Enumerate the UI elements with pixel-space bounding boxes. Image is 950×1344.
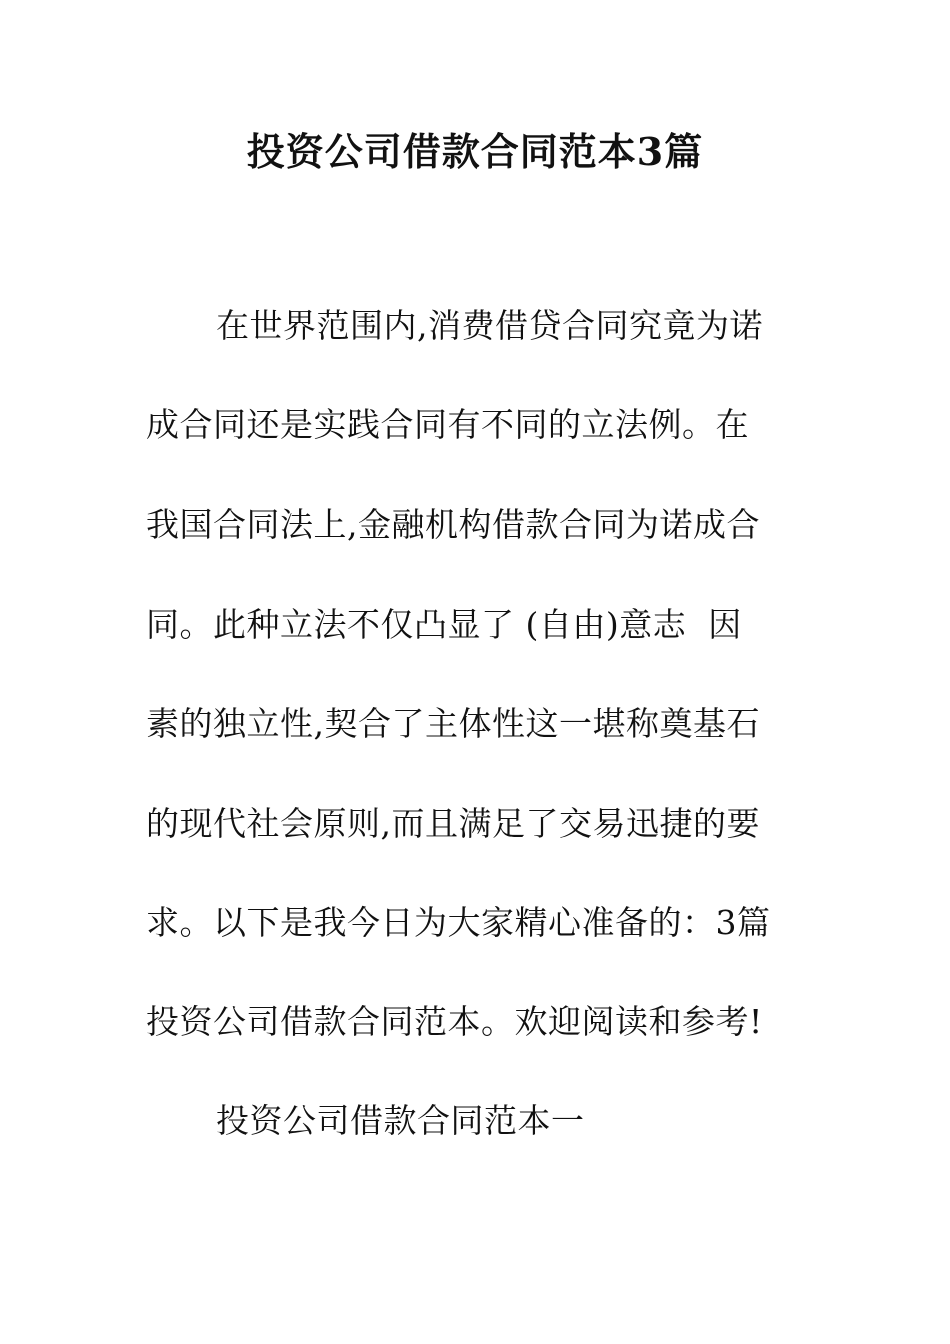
- intro-line-1: 在世界范围内,消费借贷合同究竟为诺: [216, 306, 763, 345]
- document-title: 投资公司借款合同范本3篇: [246, 129, 704, 174]
- intro-line-2: 成合同还是实践合同有不同的立法例。在: [146, 405, 749, 444]
- intro-line-6: 的现代社会原则,而且满足了交易迅捷的要: [146, 804, 760, 843]
- intro-line-4: 同。此种立法不仅凸显了 (自由)意志 因: [146, 605, 742, 644]
- intro-line-3: 我国合同法上,金融机构借款合同为诺成合: [146, 505, 760, 544]
- intro-line-7: 求。以下是我今日为大家精心准备的：3篇: [146, 903, 771, 942]
- intro-line-5: 素的独立性,契合了主体性这一堪称奠基石: [146, 704, 760, 743]
- intro-line-8: 投资公司借款合同范本。欢迎阅读和参考!: [146, 1002, 763, 1041]
- section-heading: 投资公司借款合同范本一: [216, 1101, 585, 1140]
